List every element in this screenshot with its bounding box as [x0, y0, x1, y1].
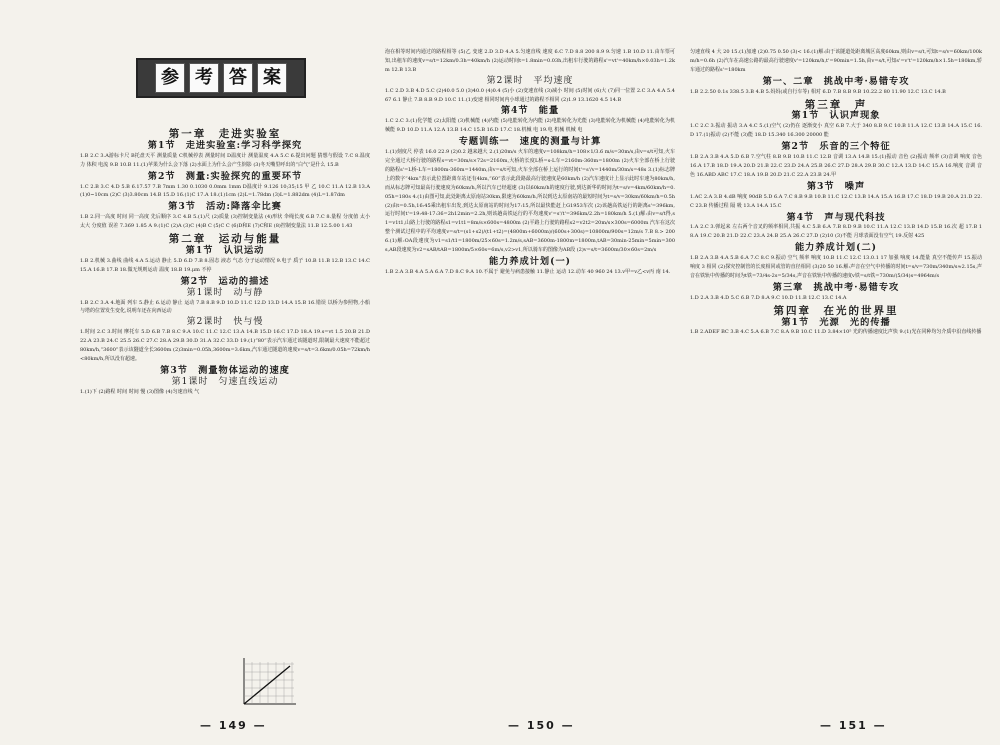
- answer-paragraph: 1.AC 2.A 3.B 4.dB 响度 90dB 5.D 6.A 7.C 8.B 9.B 10.B 11.C 12.C 13.B 14.A 15.A 16.B 17.C 18.D 19.B 20.A 21.D 22.C 23.B 传播过程 隔 吸 13.A 14.A 15.C: [690, 193, 982, 209]
- lesson-heading: 第1课时 动与静: [186, 287, 264, 298]
- lesson-heading: 第1课时 匀速直线运动: [171, 376, 279, 387]
- section-heading: 第3节 测量物体运动的速度: [160, 364, 290, 376]
- answer-paragraph: 1.B 2.A 3.B 4.A 5.D 6.B 7.空气柱 8.B 9.B 10.B 11.C 12.B 音调 13.A 14.B 15.(1)振动 音色 (2)振动 频率 (3)音调 响度 音色 16.A 17.B 18.D 19.A 20.D 21.B 22.C 23.D 24.A 25.B 26.C 27.D 28.A 29.B 30.C 12.A 13.D 14.C 15.A 16.响度 音调 音色 16.ABD ABC 17.C 18.A 19.B 20.D 21.C 22.A 23.B 24.甲: [690, 154, 982, 178]
- section-heading: 专题训练一 速度的测量与计算: [458, 136, 602, 148]
- section-heading: 第2节 测量:实验探究的重要环节: [147, 170, 303, 182]
- lesson-heading: 第2课时 平均速度: [486, 75, 574, 86]
- page-number: — 151 —: [820, 718, 887, 732]
- chapter-heading: 第二章 运动与能量: [168, 233, 282, 246]
- section-heading: 第2节 乐音的三个特征: [781, 141, 891, 153]
- section-heading: 第1节 走进实验室:学习科学探究: [147, 139, 303, 151]
- section-heading: 第4节 能量: [500, 105, 560, 117]
- page-number: — 149 —: [200, 718, 267, 732]
- answer-paragraph: 1.A 2.C 3.弹起来 左右两个音叉的频率相同,共振 4.C 5.B 6.A 7.B 8.D 9.B 10.C 11.A 12.C 13.B 14.D 15.B 16.次 超 17.B 18.A 19.C 20.B 21.D 22.C 23.A 24.B 25.A 26.C 27.D (2)10 (3)不能 月球表面没有空气 19.反射 425: [690, 224, 982, 240]
- section-heading: 第三章 挑战中考·易错专攻: [772, 281, 900, 293]
- answer-paragraph: 1.B 2.A 3.B 4.A 5.B 6.A 7.C 8.C 9.振动 空气 频率 响度 10.B 11.C 12.C 13.0.1 17 加强 响度 14.能量 真空不能传声 15.振动 响度 3 相同 (2)探究控制管的长度相同或管的直径相同 (3)20 50 16.解:声音在空气中传播的时间t=s/v=730m/340m/s≈2.15s,声音在铁轨中传播的时间为t铁=73/4s-2s=5/34s,声音在铁轨中传播的速度v铁=s/t铁=730m/(5/34)s=4964m/s: [690, 255, 982, 279]
- answer-paragraph: 1.B 2.ADEF BC 3.B 4.C 5.A 6.B 7.C 8.A 9.B 10.C 11.D 3.84×10⁵ 光的传播速度比声快 9.(1)光在同种均匀介质中沿直线传播: [690, 329, 982, 336]
- section-heading: 第一、二章 挑战中考·易错专攻: [762, 75, 910, 87]
- section-heading: 能力养成计划(二): [794, 242, 877, 254]
- answer-paragraph: 1.B 2.同一高度 时间 同一高度 先后顺序 3.C 4.B 5.(1)尺 (2)质量 (3)控制变量法 (4)形状 伞绳长度 6.B 7.C 8.量程 分度值 太小 太大 分度值 误差 7.369 1.85 A 9.(1)C (2)A (3)C (4)B C (5)C C (6)D和E (7)C和E (8)控制变量法 11.B 12.5.00 1.43: [80, 214, 370, 230]
- section-heading: 第1节 认识声现象: [791, 110, 881, 122]
- section-heading: 第4节 声与现代科技: [786, 211, 886, 223]
- banner-char: 答: [223, 63, 253, 93]
- answer-paragraph: 1.时间 2.C 3.时间 摩托车 5.D 6.B 7.B 8.C 9.A 10.C 11.C 12.C 13.A 14.B 15.D 16.C 17.D 18.A 19.s=vt 1.5 20.B 21.D 22.A 23.B 24.C 25.5 26.C 27.C 28.A 29.B 30.D 31.A 32.C 33.D 19.(1)“80”表示汽车通过该隧道时,限制最大速度不能超过80km/h,“3600”表示该隧道全长3600m (2)3min=0.05h,3600m=3.6km,汽车通过隧道的速度v=s/t=3.6km/0.05h=72km/h<80km/h,所以没有超速。: [80, 329, 370, 362]
- answer-paragraph: 1.(1)刻度尺 停表 16.0 22.9 (2)0.2 越来越大 2.(1)20m/s 火车的速度v=108km/h=108×1/3.6 m/s=30m/s,由v=s/t可知,火车完全通过大桥行驶的路程s=vt=30m/s×72s=2160m,大桥的长度L桥=s-L车=2160m-360m=1800m (2)火车全部在桥上行驶的路程s'=L桥-L车=1800m-360m=1440m,由v=s/t可知,火车全部在桥上运行的时间t'=s'/v=1440m/30m/s=48s 3.(1)标志牌上的数字“4km”表示此位置距离车站还有4km,“60”表示此段路最高行驶速度是60km/h (2)汽车速度计上显示此时车速为80km/h,而从标志牌可知最高行驶速度为60km/h,所以汽车已经超速 (3)以60km/h的速度行驶,到达新华的时间为t=s/v=4km/60km/h=0.05h=180s 4.(1)由图可知,此处距离太原南站30km,限速为60km/h,所以到达太原南站的最短时间为t=s/v=30km/60km/h=0.5h (2)由t=0.5h,16:45乘出租车出发,到达太原南站的时间为17:15,所以最快能赶上G1953车次 (2)该趟高铁运行的距离s'=396km,运行时间t'=19:48-17:36=2h12min=2.2h,则该趟高铁运行的平均速度v'=s'/t'=396km/2.2h=180km/h 5.(1)解:由v=s/t得,s1=v1t1,山路上行驶的路程s1=v1t1=8m/s×600s=4800m (2)平路上行驶的路程s2=v2t2=20m/s×300s=6000m 汽车在这次整个测试过程中的平均速度v=s/t=(s1+s2)/(t1+t2)=(4800m+6000m)/(600s+300s)=10800m/900s=12m/s 7.B 8.> 200 6.(1)解:OA段速度为v1=s1/t1=1800m/25×60s=1.2m/s,sAB=3600m-1800m=1800m,tAB=30min-25min=5min=300s,AB段速度为v2=sAB/tAB=1800m/5×60s=6m/s,v2>v1,所以骑车的图像为AB段 (2)v=s/t=3600m/30×60s=2m/s: [385, 149, 675, 254]
- answer-paragraph: 1.C 2.B 3.C 4.D 5.B 6.17.57 7.B 7mm 1.30 0.1030 0.0mm 1mm D温度计 9.126 10;35;15 甲 乙 10.C 11.A 12.B 13.A (1)0~10cm (2)C (3)3.80cm 14.B 15.D 16.(1)C 17.A 18.(1)1cm (2)L=1.78dm (3)L=1.882dm (4)L=1.87dm: [80, 183, 370, 199]
- section-heading: 第3节 噪声: [806, 180, 866, 192]
- page-150-column: [385, 0, 675, 745]
- answer-paragraph: 1.(1)下 (2)路程 时间 时间 慢 (3)图像 (4)匀速直线 气: [80, 388, 200, 395]
- answer-paragraph: 1.B 2.C 3.A 4.地面 列车 5.静止 6.运动 静止 运动 7.B 8.B 9.D 10.D 11.C 12.D 13.D 14.A 15.B 16.错误 以桥为参照物,小船与塔的位置发生变化,说明车还在向西运动: [80, 299, 370, 315]
- answer-paragraph: 1.D 2.A 3.B 4.D 5.C 6.B 7.D 8.A 9.C 10.D 11.B 12.C 13.C 14.A: [690, 294, 847, 301]
- page-151-column: [690, 0, 982, 745]
- uniform-motion-graph-icon: [238, 656, 298, 708]
- section-heading: 第1节 认识运动: [185, 244, 265, 256]
- section-heading: 第3节 活动:降落伞比赛: [168, 201, 282, 213]
- lesson-heading: 第2课时 快与慢: [186, 317, 264, 328]
- answer-paragraph: 1.C 2.D 3.B 4.D 5.C (2)40.0 5.0 (3)40.0 (4)0.4 (5)小 (2)变速直线 (3)减小 时间 (5)时间 (6)大 (7)同一位置 2.C 3.A 4.A 5.4 67 6.1 静止 7.B 8.B 9.D 10.C 11.(1)变速 相同时间内小球通过的路程不相同 (2)1.9 13.1620 4.5 14.B: [385, 87, 675, 103]
- answer-paragraph: 泡在相等时间内通过的路程相等 (5)乙 变速 2.D 3.D 4.A 5.匀速直线 速度 6.C 7.D 8.8 200 8.9 9.匀速 1.B 10.D 11.由车票可知,出租车的速度v=s/t=12km/0.3h=40km/h (2)运动时间t=1.8min=0.03h,出租车行驶的路程s'=vt'=40km/h×0.03h=1.2km 12.B 13.B: [385, 49, 675, 73]
- section-heading: 第1节 光源 光的传播: [781, 316, 891, 328]
- answer-paragraph: 1.C 2.C 3.振动 振动 3.A 4.C 5.(1)空气 (2)仍在 逐渐变小 真空 6.B 7.大于 340 8.B 9.C 10.B 11.A 12.C 13.B 14.A 15.C 16.D 17.(1)振动 (2)不能 (3)能 18.D 15.340 16.300 20000 能: [690, 123, 982, 139]
- banner-char: 考: [189, 63, 219, 93]
- answer-paragraph: 1.B 2.2.50 0.1s 338.5 3.B 4.B 5.妈妈(或自行车等) 相对 6.D 7.B 8.B 9.B 10.22.2 80 11.90 12.C 13.C 14.B: [690, 88, 946, 95]
- answer-paragraph: 1.C 2.C 3.(1)化学能 (2)太阳能 (3)机械能 (4)内能 (5)电能转化为内能 (2)电能转化为光能 (3)电能转化为机械能 (4)电能转化为机械能 9.D 10.D 11.A 12.A 13.B 14.C 15.B 16.D 17.C 18.机械 电 19.电 机械 机械 电: [385, 118, 675, 134]
- page-number: — 150 —: [508, 718, 575, 732]
- chapter-heading: 第四章 在光的世界里: [773, 304, 899, 317]
- banner-char: 参: [155, 63, 185, 93]
- answer-paragraph: 1.B 2.C 3.A游标卡尺 B托盘天平 测量质量 C机械停表 测量时间 D温度计 测量温度 4.A 5.C 6.提出问题 猜想与假设 7.C 8.温度 力 体积 电流 9.B 10.B 11.(1)苹果为什么会下落 (2)水面上为什么会产生倒影 (3)冬天嘴里呼出的“白气”是什么 15.B: [80, 152, 370, 168]
- answer-paragraph: 匀速直线 4 大 20 15.(1)加速 (2)0.75 0.50 (3)< 16.(1)解:由于该隧道处距离城区高度60km,则由v=s/t,可知t=s/v=60km/100km/h=0.6h (2)汽车在高速公路的最高行驶速度v'=120km/h,t'=90min=1.5h,由v=s/t,可知s'=v't'=120km/h×1.5h=180km,轿车通过的路程s'=180km: [690, 49, 982, 73]
- chapter-heading: 第三章 声: [804, 98, 868, 111]
- section-heading: 能力养成计划(一): [488, 255, 571, 267]
- section-heading: 第2节 运动的描述: [180, 275, 270, 287]
- chapter-heading: 第一章 走进实验室: [168, 128, 282, 140]
- answer-paragraph: 1.B 2.A 3.B 4.A 5.A 6.A 7.D 8.C 9.A 10.不属于 避免与病患接触 11.静止 运动 12.动车 40 960 24 13.v甲=v乙<v丙 南 14.: [385, 268, 671, 275]
- page-149-column: [80, 0, 370, 745]
- answer-paragraph: 1.B 2.机械 3.曲线 曲线 4.A 5.运动 静止 5.D 6.D 7.B 8.固态 液态 气态 分子运动情况 9.电子 质子 10.B 11.B 12.B 13.C 14.C 15.A 16.B 17.B 18.做无规则运动 温度 18.B 19.μm 不停: [80, 257, 370, 273]
- banner-char: 案: [257, 63, 287, 93]
